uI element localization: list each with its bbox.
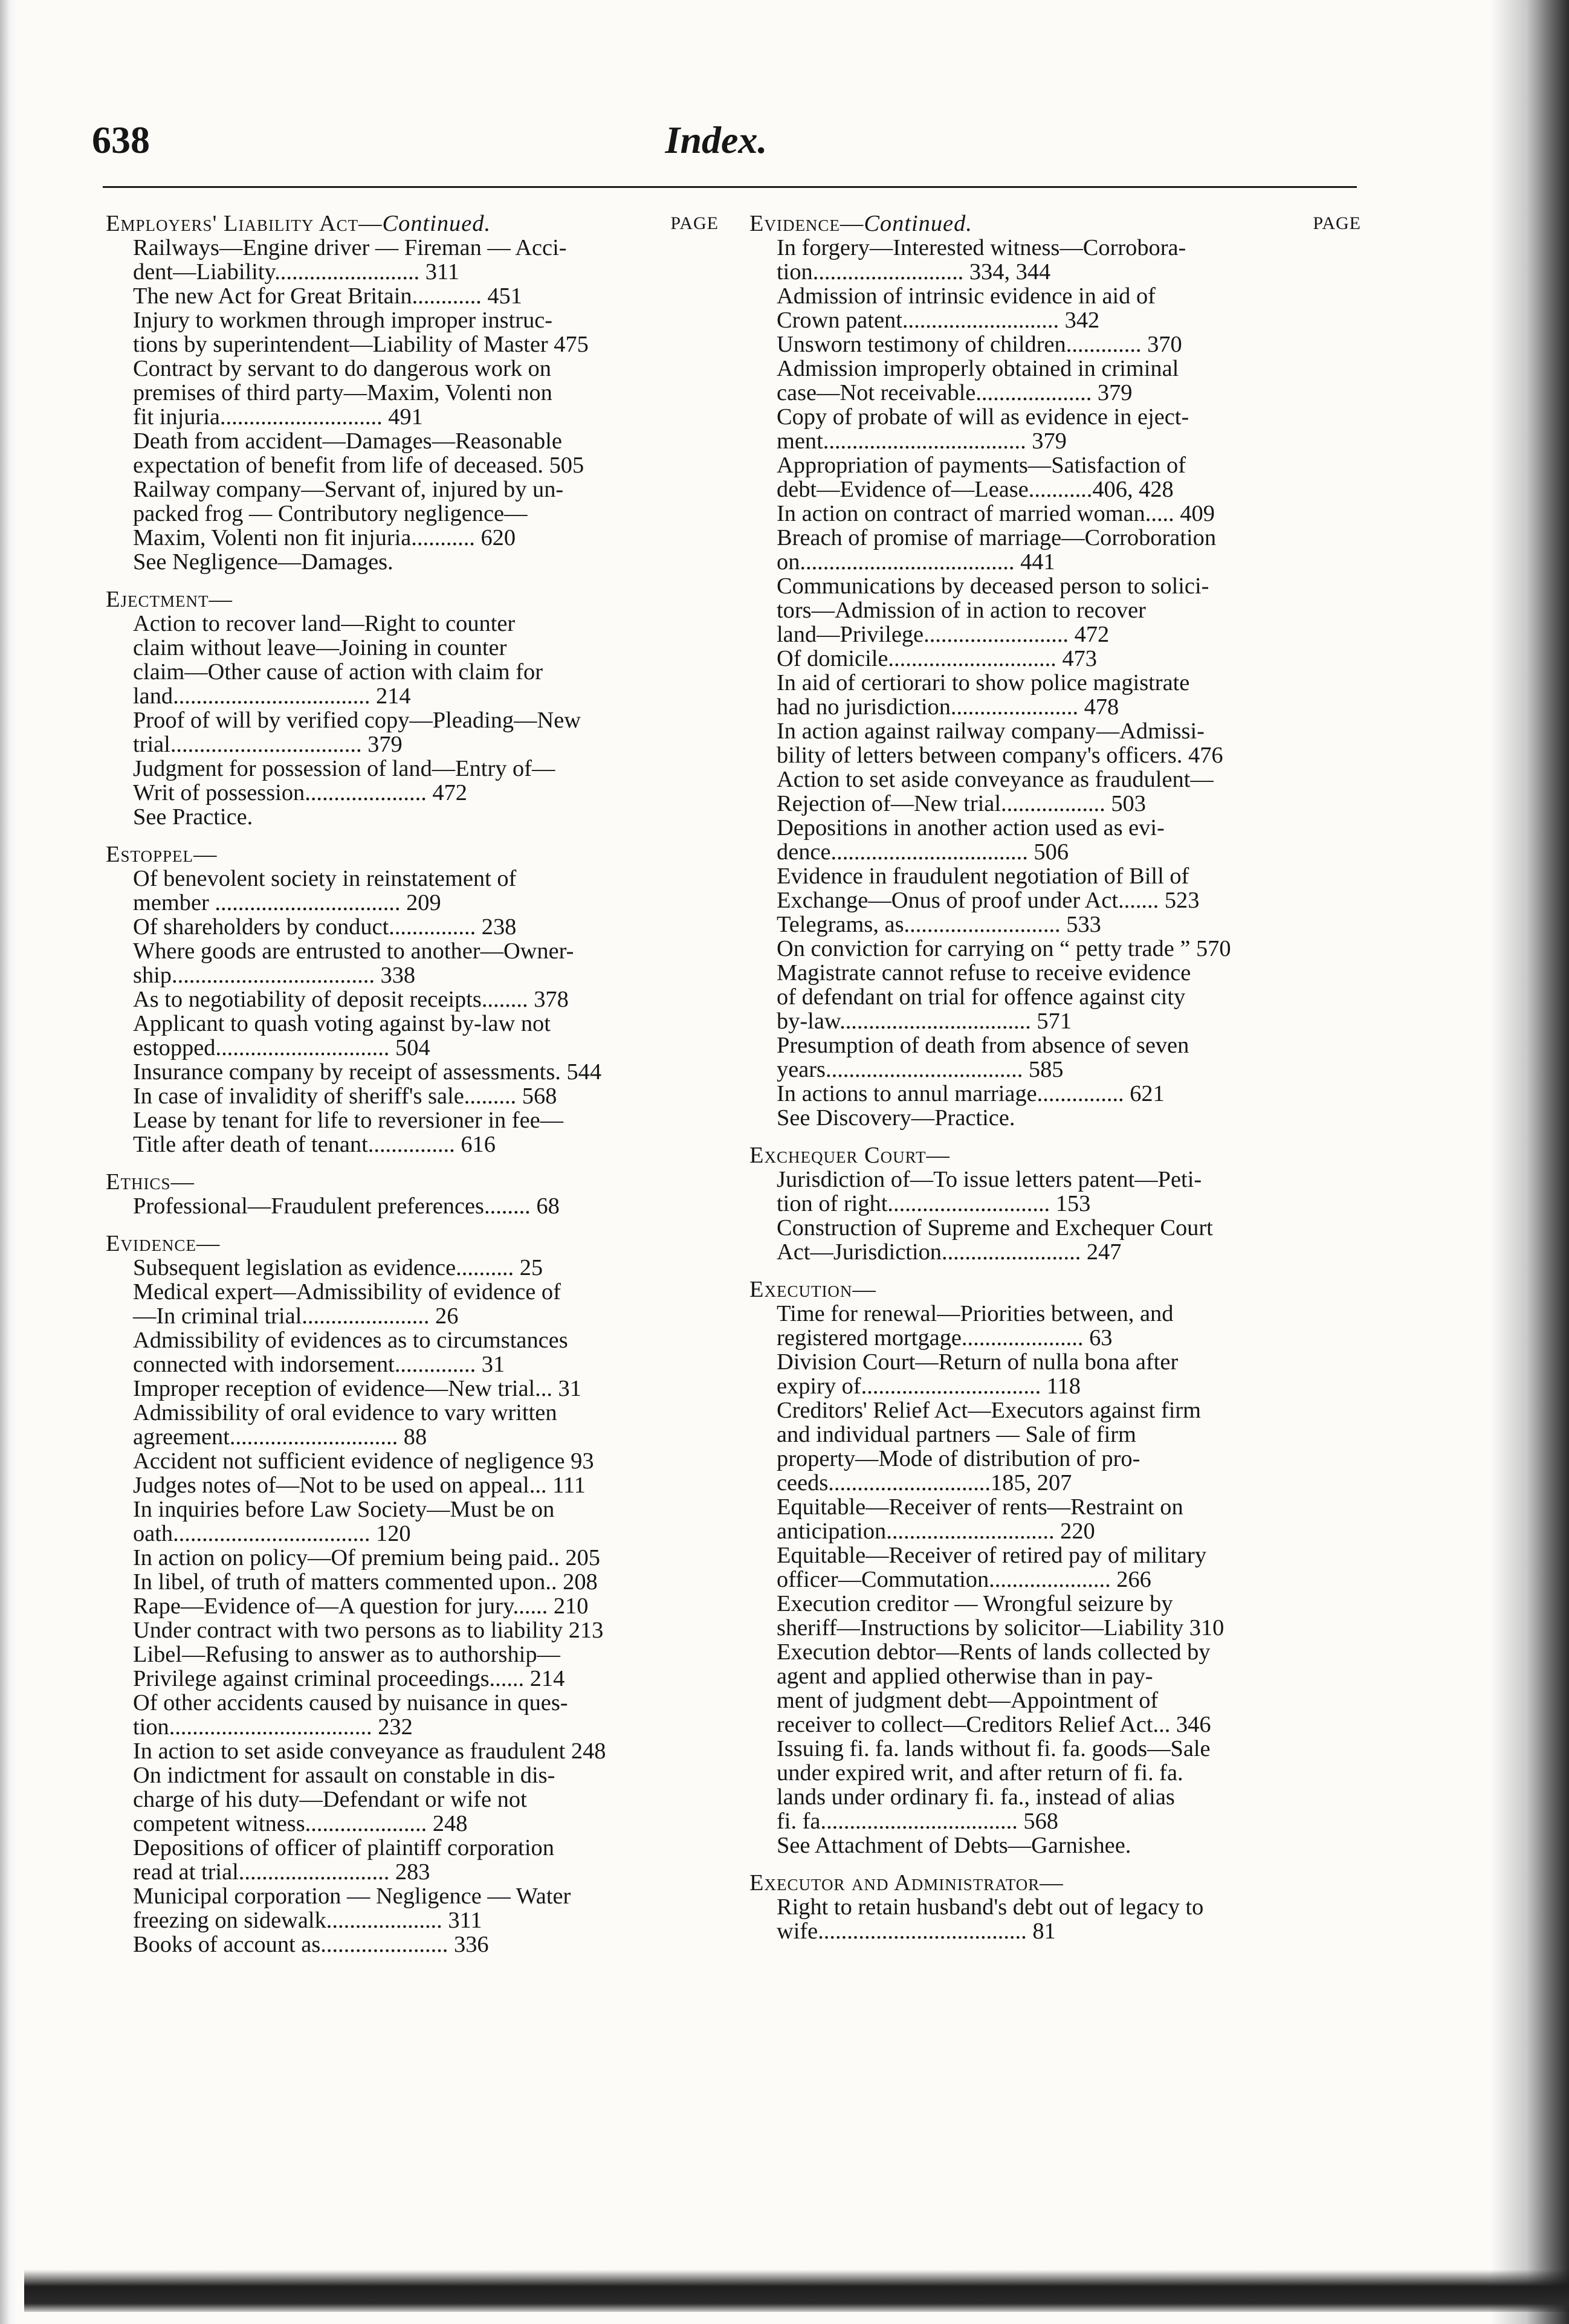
index-entry — [133, 708, 719, 757]
index-entry-line: In case of invalidity of sheriff's sale......... 568 — [133, 1083, 557, 1109]
index-entry-line: member ................................ 209 — [133, 890, 441, 915]
index-entry-line: Writ of possession..................... 472 — [133, 780, 467, 805]
index-entry-line: by-law................................. 571 — [777, 1009, 1072, 1034]
index-entry — [133, 236, 719, 284]
index-entry-line: In inquiries before Law Society—Must be on — [133, 1497, 555, 1522]
index-entry-line: case—Not receivable.................... 379 — [777, 380, 1133, 405]
index-entry — [133, 1763, 719, 1836]
index-entry-line: Execution creditor — Wrongful seizure by — [777, 1591, 1173, 1616]
index-entry-line: In libel, of truth of matters commented upon.. 208 — [133, 1569, 598, 1595]
index-entry-line: Lease by tenant for life to reversioner in fee— — [133, 1108, 564, 1133]
index-entry-line: Of benevolent society in reinstatement of — [133, 866, 517, 891]
index-entry — [133, 284, 719, 308]
index-entry-line: sheriff—Instructions by solicitor—Liability 310 — [777, 1615, 1224, 1641]
index-entry — [133, 1836, 719, 1884]
index-entry — [133, 867, 719, 915]
index-entry-line: Rejection of—New trial.................. 503 — [777, 791, 1146, 816]
index-entry — [777, 574, 1361, 647]
page-number: 638 — [92, 118, 150, 161]
index-entry-line: Municipal corporation — Negligence — Water — [133, 1883, 571, 1909]
index-entry-line: Equitable—Receiver of rents—Restraint on — [777, 1494, 1183, 1520]
section-heading — [749, 1277, 1361, 1302]
index-entry-line: Equitable—Receiver of retired pay of military — [777, 1543, 1207, 1568]
index-entry-line: had no jurisdiction...................... 478 — [777, 694, 1119, 720]
section-gap — [749, 1264, 1361, 1277]
index-entry — [133, 1060, 719, 1084]
section-heading — [106, 211, 719, 236]
index-entry-line: under expired writ, and after return of fi. fa. — [777, 1760, 1183, 1786]
section-heading-text: Ejectment— — [106, 587, 233, 612]
index-entry — [777, 1640, 1361, 1737]
index-entry-line: land.................................. 214 — [133, 683, 411, 709]
index-entry — [777, 647, 1361, 671]
page-title: Index. — [665, 118, 768, 161]
index-entry — [133, 429, 719, 477]
index-entry-line: Execution debtor—Rents of lands collected by — [777, 1639, 1211, 1665]
index-entry — [133, 987, 719, 1012]
index-entry-line: receiver to collect—Creditors Relief Act... 346 — [777, 1712, 1211, 1737]
index-entry — [777, 236, 1361, 284]
index-entry-line: fit injuria............................ 491 — [133, 404, 423, 430]
index-entry-line: fi. fa.................................. 568 — [777, 1809, 1058, 1834]
index-entry — [777, 719, 1361, 767]
index-entry — [133, 1084, 719, 1108]
section-heading — [106, 1231, 719, 1256]
index-entry-line: Injury to workmen through improper instruc- — [133, 308, 553, 333]
index-entry — [777, 526, 1361, 574]
index-entry-line: tion of right............................ 153 — [777, 1191, 1091, 1216]
index-entry — [777, 1302, 1361, 1350]
index-column-left — [106, 211, 719, 1957]
index-entry-line: In action on policy—Of premium being paid.. 205 — [133, 1545, 600, 1570]
index-entry-line: Time for renewal—Priorities between, and — [777, 1301, 1174, 1326]
index-entry-line: oath.................................. 120 — [133, 1521, 411, 1546]
index-entry — [133, 1108, 719, 1157]
index-entry-line: Presumption of death from absence of seven — [777, 1033, 1189, 1058]
index-entry-line: Admissibility of evidences as to circumstances — [133, 1328, 568, 1353]
index-entry-line: on..................................... 441 — [777, 549, 1055, 575]
index-entry — [133, 1594, 719, 1618]
index-entry — [777, 912, 1361, 937]
page-column-label: PAGE — [1313, 213, 1361, 233]
index-entry — [777, 1350, 1361, 1398]
index-entry — [133, 1932, 719, 1957]
index-entry-line: Construction of Supreme and Exchequer Court — [777, 1215, 1213, 1241]
index-entry — [777, 1167, 1361, 1216]
index-entry-line: Accident not sufficient evidence of negligence 93 — [133, 1448, 594, 1474]
index-entry-line: Action to recover land—Right to counter — [133, 611, 516, 636]
index-entry-line: Medical expert—Admissibility of evidence of — [133, 1279, 561, 1305]
page-header — [79, 118, 1354, 166]
index-entry — [777, 1216, 1361, 1264]
index-entry-line: As to negotiability of deposit receipts........ 378 — [133, 987, 569, 1012]
section-heading — [749, 1143, 1361, 1167]
index-entry-line: estopped.............................. 504 — [133, 1035, 430, 1060]
section-heading — [749, 1871, 1361, 1895]
section-heading-text: Evidence— — [106, 1231, 221, 1256]
index-entry-line: Title after death of tenant............... 616 — [133, 1132, 496, 1157]
index-entry-line: Judgment for possession of land—Entry of— — [133, 756, 555, 781]
index-entry-line: Jurisdiction of—To issue letters patent—Peti- — [777, 1167, 1202, 1192]
index-entry-line: Admission improperly obtained in criminal — [777, 356, 1179, 381]
section-continued-label: Continued. — [382, 211, 491, 236]
index-entry-line: ment of judgment debt—Appointment of — [777, 1688, 1159, 1713]
index-entry-line: Maxim, Volenti non fit injuria........... 620 — [133, 525, 516, 550]
section-heading-text: Execution— — [749, 1277, 876, 1302]
index-entry-line: and individual partners — Sale of firm — [777, 1422, 1136, 1447]
index-entry — [777, 1592, 1361, 1640]
section-gap — [749, 1130, 1361, 1143]
index-entry — [133, 915, 719, 939]
index-entry-line: Crown patent........................... 342 — [777, 308, 1100, 333]
index-entry — [777, 767, 1361, 816]
section-heading-text: Evidence— — [749, 211, 864, 236]
index-entry — [133, 1012, 719, 1060]
index-entry — [777, 671, 1361, 719]
index-entry-line: agent and applied otherwise than in pay- — [777, 1664, 1153, 1689]
section-gap — [106, 1218, 719, 1231]
index-entry — [133, 939, 719, 987]
index-entry-line: Creditors' Relief Act—Executors against firm — [777, 1398, 1202, 1423]
index-entry-line: dence.................................. 506 — [777, 839, 1069, 865]
index-entry-line: Railways—Engine driver — Fireman — Acci- — [133, 235, 567, 260]
index-entry-line: claim without leave—Joining in counter — [133, 635, 507, 660]
index-entry-line: Telegrams, as........................... 533 — [777, 912, 1101, 937]
index-entry-line: Contract by servant to do dangerous work on — [133, 356, 551, 381]
index-entry-line: freezing on sidewalk.................... 311 — [133, 1908, 482, 1933]
index-entry — [133, 1328, 719, 1377]
index-entry-line: Appropriation of payments—Satisfaction of — [777, 453, 1186, 478]
index-entry-line: expiry of............................... 118 — [777, 1373, 1081, 1399]
index-entry — [133, 1194, 719, 1218]
index-entry — [133, 1618, 719, 1642]
section-gap — [106, 829, 719, 842]
index-entry — [777, 1398, 1361, 1495]
index-entry — [133, 1691, 719, 1739]
index-entry-line: ship................................... 338 — [133, 963, 416, 988]
section-heading-text: Executor and Administrator— — [749, 1870, 1064, 1896]
index-entry — [777, 502, 1361, 526]
index-entry-line: officer—Commutation..................... 266 — [777, 1567, 1151, 1592]
section-heading-text: Employers' Liability Act— — [106, 211, 383, 236]
index-entry-line: Copy of probate of will as evidence in eject- — [777, 404, 1189, 430]
index-entry — [777, 1033, 1361, 1082]
page-column-label: PAGE — [670, 213, 719, 233]
section-heading — [106, 842, 719, 867]
index-entry-line: Communications by deceased person to solici- — [777, 573, 1209, 599]
index-entry-line: Admissibility of oral evidence to vary written — [133, 1400, 557, 1425]
index-entry-line: Breach of promise of marriage—Corroboration — [777, 525, 1217, 550]
section-gap — [749, 1858, 1361, 1871]
index-entry — [133, 1739, 719, 1763]
scan-edge-bottom — [24, 2270, 1569, 2312]
index-entry-line: The new Act for Great Britain............ 451 — [133, 283, 522, 309]
index-entry — [133, 1256, 719, 1280]
index-entry — [777, 453, 1361, 502]
index-column-right — [749, 211, 1361, 1943]
index-entry-line: agreement............................. 88 — [133, 1424, 427, 1450]
index-entry-line: charge of his duty—Defendant or wife not — [133, 1787, 527, 1812]
index-entry — [777, 864, 1361, 912]
index-entry-line: expectation of benefit from life of deceased. 505 — [133, 453, 584, 478]
section-heading — [106, 1170, 719, 1194]
index-entry-line: packed frog — Contributory negligence— — [133, 501, 528, 526]
index-entry-line: In forgery—Interested witness—Corrobora- — [777, 235, 1186, 260]
index-entry-line: lands under ordinary fi. fa., instead of alias — [777, 1784, 1175, 1810]
index-entry — [777, 937, 1361, 961]
index-entry — [133, 1280, 719, 1328]
index-entry-line: property—Mode of distribution of pro- — [777, 1446, 1140, 1471]
index-entry-line: In aid of certiorari to show police magistrate — [777, 670, 1190, 696]
index-entry — [777, 1495, 1361, 1543]
index-entry-line: registered mortgage..................... 63 — [777, 1325, 1113, 1351]
section-heading-text: Ethics— — [106, 1169, 195, 1195]
index-entry-line: bility of letters between company's officers. 476 — [777, 743, 1223, 768]
section-gap — [106, 1157, 719, 1170]
index-entry — [777, 961, 1361, 1033]
index-entry-line: On conviction for carrying on “ petty trade ” 570 — [777, 936, 1231, 961]
index-entry-line: Judges notes of—Not to be used on appeal... 111 — [133, 1473, 586, 1498]
index-entry-line: Death from accident—Damages—Reasonable — [133, 428, 562, 454]
index-entry-line: Of domicile............................. 473 — [777, 646, 1097, 671]
index-entry-line: Unsworn testimony of children............. 370 — [777, 332, 1182, 357]
section-heading-text: Exchequer Court— — [749, 1143, 950, 1168]
index-entry-line: Admission of intrinsic evidence in aid of — [777, 283, 1156, 309]
index-entry-line: Magistrate cannot refuse to receive evidence — [777, 960, 1191, 986]
index-entry-line: connected with indorsement.............. 31 — [133, 1352, 505, 1377]
index-entry-line: Under contract with two persons as to liability 213 — [133, 1618, 604, 1643]
index-entry-line: —In criminal trial...................... 26 — [133, 1303, 459, 1329]
index-entry — [777, 1543, 1361, 1592]
index-entry — [133, 1449, 719, 1473]
index-entry-line: debt—Evidence of—Lease...........406, 428 — [777, 477, 1174, 502]
see-also-reference: See Discovery—Practice. — [777, 1105, 1015, 1131]
index-entry — [777, 284, 1361, 332]
scan-edge-right — [1490, 0, 1569, 2324]
index-entry-line: trial................................. 379 — [133, 732, 403, 757]
index-entry-line: years.................................. 585 — [777, 1057, 1064, 1082]
index-entry-line: tion................................... 232 — [133, 1714, 413, 1740]
index-entry-line: Action to set aside conveyance as fraudulent— — [777, 767, 1214, 792]
index-entry-line: In actions to annul marriage............... 621 — [777, 1081, 1165, 1106]
index-entry-line: Rape—Evidence of—A question for jury...... 210 — [133, 1593, 589, 1619]
index-entry-line: competent witness..................... 248 — [133, 1811, 468, 1836]
index-entry-line: Issuing fi. fa. lands without fi. fa. goods—Sale — [777, 1736, 1211, 1761]
index-entry — [133, 1546, 719, 1570]
index-entry — [133, 757, 719, 805]
index-entry — [133, 1497, 719, 1546]
index-entry-line: In action against railway company—Admissi- — [777, 718, 1205, 744]
index-entry-line: On indictment for assault on constable in dis- — [133, 1763, 555, 1788]
index-entry — [777, 357, 1361, 405]
index-entry — [777, 816, 1361, 864]
index-entry-line: tion.......................... 334, 344 — [777, 259, 1051, 285]
index-entry — [133, 1473, 719, 1497]
index-entry — [133, 1884, 719, 1932]
index-entry-line: Subsequent legislation as evidence.......... 25 — [133, 1255, 543, 1280]
index-entry — [777, 1082, 1361, 1106]
index-entry — [133, 308, 719, 357]
header-rule — [103, 186, 1357, 188]
index-entry-line: In action to set aside conveyance as fraudulent 248 — [133, 1738, 606, 1764]
index-entry — [133, 477, 719, 550]
index-entry-line: land—Privilege......................... 472 — [777, 622, 1110, 647]
index-entry-line: Privilege against criminal proceedings...... 214 — [133, 1666, 565, 1691]
index-entry-line: of defendant on trial for offence against city — [777, 984, 1186, 1010]
index-entry-line: Railway company—Servant of, injured by un- — [133, 477, 564, 502]
index-entry-line: read at trial.......................... 283 — [133, 1859, 430, 1885]
index-entry-line: Act—Jurisdiction........................ 247 — [777, 1239, 1122, 1265]
index-entry — [777, 405, 1361, 453]
index-entry — [133, 357, 719, 429]
index-entry-line: tors—Admission of in action to recover — [777, 598, 1146, 623]
section-continued-label: Continued. — [864, 211, 972, 236]
index-entry-line: In action on contract of married woman..... 409 — [777, 501, 1215, 526]
section-gap — [106, 574, 719, 587]
index-entry — [777, 1737, 1361, 1833]
index-entry-line: Depositions of officer of plaintiff corporation — [133, 1835, 554, 1861]
index-entry-line: anticipation............................. 220 — [777, 1519, 1095, 1544]
see-also-reference: See Negligence—Damages. — [133, 549, 393, 575]
index-entry-line: Of shareholders by conduct............... 238 — [133, 914, 517, 940]
see-also-reference: See Practice. — [133, 804, 253, 830]
index-entry-line: Of other accidents caused by nuisance in ques- — [133, 1690, 568, 1716]
index-entry-line: Improper reception of evidence—New trial... 31 — [133, 1376, 581, 1401]
index-entry — [133, 1642, 719, 1691]
index-entry — [133, 612, 719, 708]
index-entry-line: Insurance company by receipt of assessments. 544 — [133, 1059, 602, 1085]
scan-edge-left — [0, 0, 17, 2324]
index-entry-line: Libel—Refusing to answer as to authorship— — [133, 1642, 560, 1667]
index-entry-line: tions by superintendent—Liability of Master 475 — [133, 332, 589, 357]
section-heading — [749, 211, 1361, 236]
index-entry-line: Books of account as...................... 336 — [133, 1932, 489, 1957]
index-entry-line: wife.................................... 81 — [777, 1919, 1056, 1944]
index-entry-line: Division Court—Return of nulla bona after — [777, 1349, 1179, 1375]
section-heading — [106, 587, 719, 612]
index-entry-line: ment................................... 379 — [777, 428, 1067, 454]
index-entry — [777, 1895, 1361, 1943]
index-entry-line: Applicant to quash voting against by-law not — [133, 1011, 551, 1036]
index-entry-line: Proof of will by verified copy—Pleading—New — [133, 708, 581, 733]
index-entry-line: Exchange—Onus of proof under Act....... 523 — [777, 888, 1200, 913]
index-entry-line: Professional—Fraudulent preferences........ 68 — [133, 1193, 560, 1219]
see-also-reference: See Attachment of Debts—Garnishee. — [777, 1833, 1131, 1858]
index-entry — [133, 1570, 719, 1594]
index-entry-line: Depositions in another action used as evi- — [777, 815, 1165, 841]
index-entry-line: dent—Liability......................... 311 — [133, 259, 459, 285]
index-entry-line: premises of third party—Maxim, Volenti non — [133, 380, 552, 405]
index-entry-line: claim—Other cause of action with claim for — [133, 659, 543, 685]
index-entry-line: Right to retain husband's debt out of legacy to — [777, 1894, 1204, 1920]
index-entry — [133, 1401, 719, 1449]
index-entry-line: ceeds............................185, 207 — [777, 1470, 1072, 1496]
section-heading-text: Estoppel— — [106, 842, 218, 867]
index-entry-line: Where goods are entrusted to another—Owner- — [133, 938, 574, 964]
index-entry — [777, 332, 1361, 357]
index-entry — [133, 1377, 719, 1401]
index-entry-line: Evidence in fraudulent negotiation of Bill of — [777, 863, 1189, 889]
